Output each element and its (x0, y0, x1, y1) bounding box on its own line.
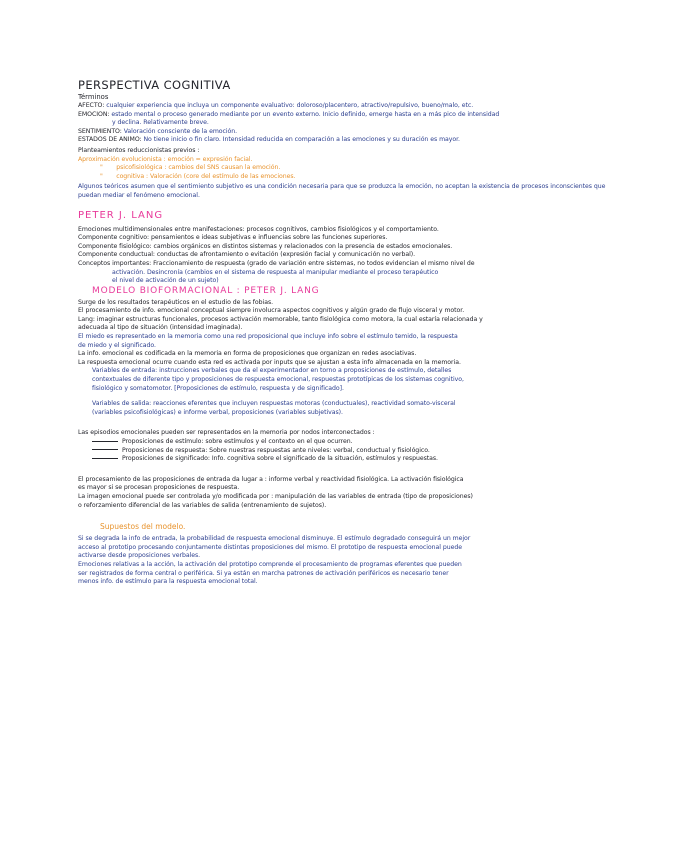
processing-lines (78, 476, 647, 510)
processing-line: La imagen emocional puede ser controlada y/o modificada por : manipulación de las variables de entrada (tipo de proposiciones) (78, 492, 473, 500)
ditto-mark: " (100, 172, 103, 180)
plant-items (78, 156, 647, 182)
definition-text: Valoración consciente de la emoción. (121, 127, 238, 135)
model-line: fisiológico y somatomotor. [Proposiciones de estímulo, respuesta y de significado]. (92, 384, 344, 392)
plant-note: Algunos teóricos asumen que el sentimiento subjetivo es una condición necesaria para que se produzca la emoción, no aceptan la existencia de procesos inconscientes que puedan mediar el fenómeno emocional. (78, 183, 606, 199)
processing-line: es mayor si se procesan proposiciones de respuesta. (78, 484, 240, 492)
definition-term: AFECTO: (78, 102, 105, 109)
lang-line: Conceptos importantes: Fraccionamiento de respuesta (grado de variación entre sistemas, no todos evidencian el mismo nivel de (78, 259, 475, 267)
definition-item (78, 128, 647, 137)
terms-label: Términos (78, 93, 109, 101)
supuestos-line: Emociones relativas a la acción, la activación del prototipo comprende el procesamiento de programas eferentes que pueden (78, 560, 462, 568)
model-line: El miedo es representado en la memoria como una red proposicional que incluye info sobre el estímulo temido, la respuesta (78, 333, 458, 341)
definition-text: estado mental o proceso generado mediante por un evento externo. Inicio definido, emerge hasta en a más pico de intensidad (109, 110, 500, 118)
definition-text: y declina. Relativamente breve. (112, 119, 209, 127)
model-line: Surge de los resultados terapéuticos en el estudio de las fobias. (78, 298, 274, 306)
definition-text: cualquier experiencia que incluya un componente evaluativo: doloroso/placentero, atractivo/repulsivo, bueno/malo, etc. (104, 102, 474, 109)
model-line: La respuesta emocional ocurre cuando esta red es activada por inputs que se ajustan a esta info almacenada en la memoria. (78, 358, 461, 366)
processing-line: El procesamiento de las proposiciones de entrada da lugar a : informe verbal y reactividad fisiológica. La activación fisiológica (78, 475, 464, 483)
lang-line: Componente fisiológico: cambios orgánicos en distintos sistemas y relacionados con la presencia de estados emocionales. (78, 242, 453, 250)
lang-line: activación. Desincronía (cambios en el sistema de respuesta al manipular mediante el proceso terapéutico (112, 268, 439, 276)
plant-item: " cognitiva : Valoración (core del estímulo de las emociones. (100, 172, 296, 180)
supuestos-line: activarse desde proposiciones verbales. (78, 552, 201, 560)
exit-lines (78, 400, 647, 417)
exit-line: (variables psicofisiológicas) e informe verbal, proposiciones (variables subjetivas). (92, 408, 343, 416)
page-title: PERSPECTIVA COGNITIVA (78, 78, 231, 92)
definition-text: No tiene inicio o fin claro. Intensidad reducida en comparación a las emociones y su duración es mayor. (141, 136, 460, 144)
model-line: de miedo y el significado. (78, 341, 156, 349)
ditto-mark: " (100, 164, 103, 172)
episodes-list (78, 438, 647, 464)
model-line: Variables de entrada: instrucciones verbales que da el experimentador en torno a proposiciones de estímulo, detalles (92, 367, 452, 375)
supuestos-lines (78, 535, 647, 587)
plant-item: " psicofisiológica : cambios del SNS causan la emoción. (100, 164, 281, 172)
plant-item: Aproximación evolucionista : emoción = expresión facial. (78, 155, 253, 163)
lang-line: Emociones multidimensionales entre manifestaciones: procesos cognitivos, cambios fisiológicos y el comportamiento. (78, 225, 439, 233)
lang-line: el nivel de activación de un sujeto) (112, 277, 219, 285)
lang-line: Componente conductual: conductas de afrontamiento o evitación (expresión facial y comunicación no verbal). (78, 251, 416, 259)
section-model-heading: MODELO BIOFORMACIONAL : PETER J. LANG (92, 285, 320, 296)
episode-item: Proposiciones de estímulo: sobre estímulos y el contexto en el que ocurren. (78, 438, 647, 447)
definition-term: SENTIMIENTO: (78, 127, 122, 135)
supuestos-line: Si se degrada la info de entrada, la probabilidad de respuesta emocional disminuye. El estímulo degradado conseguirá un mejor (78, 535, 471, 543)
plant-label: Planteamientos reduccionistas previos : (78, 146, 200, 154)
definition-term: ESTADOS DE ÁNIMO: (78, 136, 142, 144)
supuestos-line: acceso al prototipo procesando conjuntamente distintas proposiciones del mismo. El prototipo de respuesta emocional puede (78, 543, 463, 551)
episodes-intro: Las episodios emocionales pueden ser representados en la memoria por nodos interconectados : (78, 429, 375, 437)
model-line: La info. emocional es codificada en la memoria en forma de proposiciones que organizan en redes asociativas. (78, 350, 417, 358)
section-lang-heading: PETER J. LANG (78, 209, 164, 221)
definition-item (78, 102, 647, 111)
definition-item (78, 136, 647, 145)
model-line: Lang: imaginar estructuras funcionales, procesos activación memorable, tanto fisiológica como motora, la cual estaría relacionada y (78, 315, 483, 323)
model-line: contextuales de diferente tipo y proposiciones de respuesta emocional, respuestas prototípicas de los sistemas cognitivo, (92, 376, 464, 384)
processing-line: o reforzamiento diferencial de las variables de salida (entrenamiento de sujetos). (78, 501, 327, 509)
lang-lines (78, 226, 647, 286)
episode-item: Proposiciones de significado: Info. cognitiva sobre el significado de la situación, estímulos y respuestas. (78, 455, 647, 464)
definitions (78, 102, 647, 145)
exit-line: Variables de salida: reacciones eferentes que incluyen respuestas motoras (conductuales), reactividad somato-visceral (92, 400, 456, 408)
definition-term: EMOCIÓN: (78, 110, 110, 118)
definition-item (78, 111, 647, 120)
model-line: adecuada al tipo de situación (intensidad imaginada). (78, 324, 243, 332)
supuestos-line: menos info. de estímulo para la respuesta emocional total. (78, 578, 258, 586)
supuestos-line: ser registrados de forma central o periférica. Si ya están en marcha patrones de activación periféricos es necesario tener (78, 569, 449, 577)
definition-item (78, 119, 647, 128)
model-line: El procesamiento de info. emocional conceptual siempre involucra aspectos cognitivos y algún grado de flujo visceral y motor. (78, 307, 465, 315)
episode-item: Proposiciones de respuesta: Sobre nuestras respuestas ante niveles: verbal, conductual y fisiológico. (78, 447, 647, 456)
lang-line: Componente cognitivo: pensamientos e ideas subjetivas e influencias sobre las funciones superiores. (78, 234, 388, 242)
supuestos-heading: Supuestos del modelo. (100, 522, 186, 532)
model-lines (78, 299, 647, 394)
